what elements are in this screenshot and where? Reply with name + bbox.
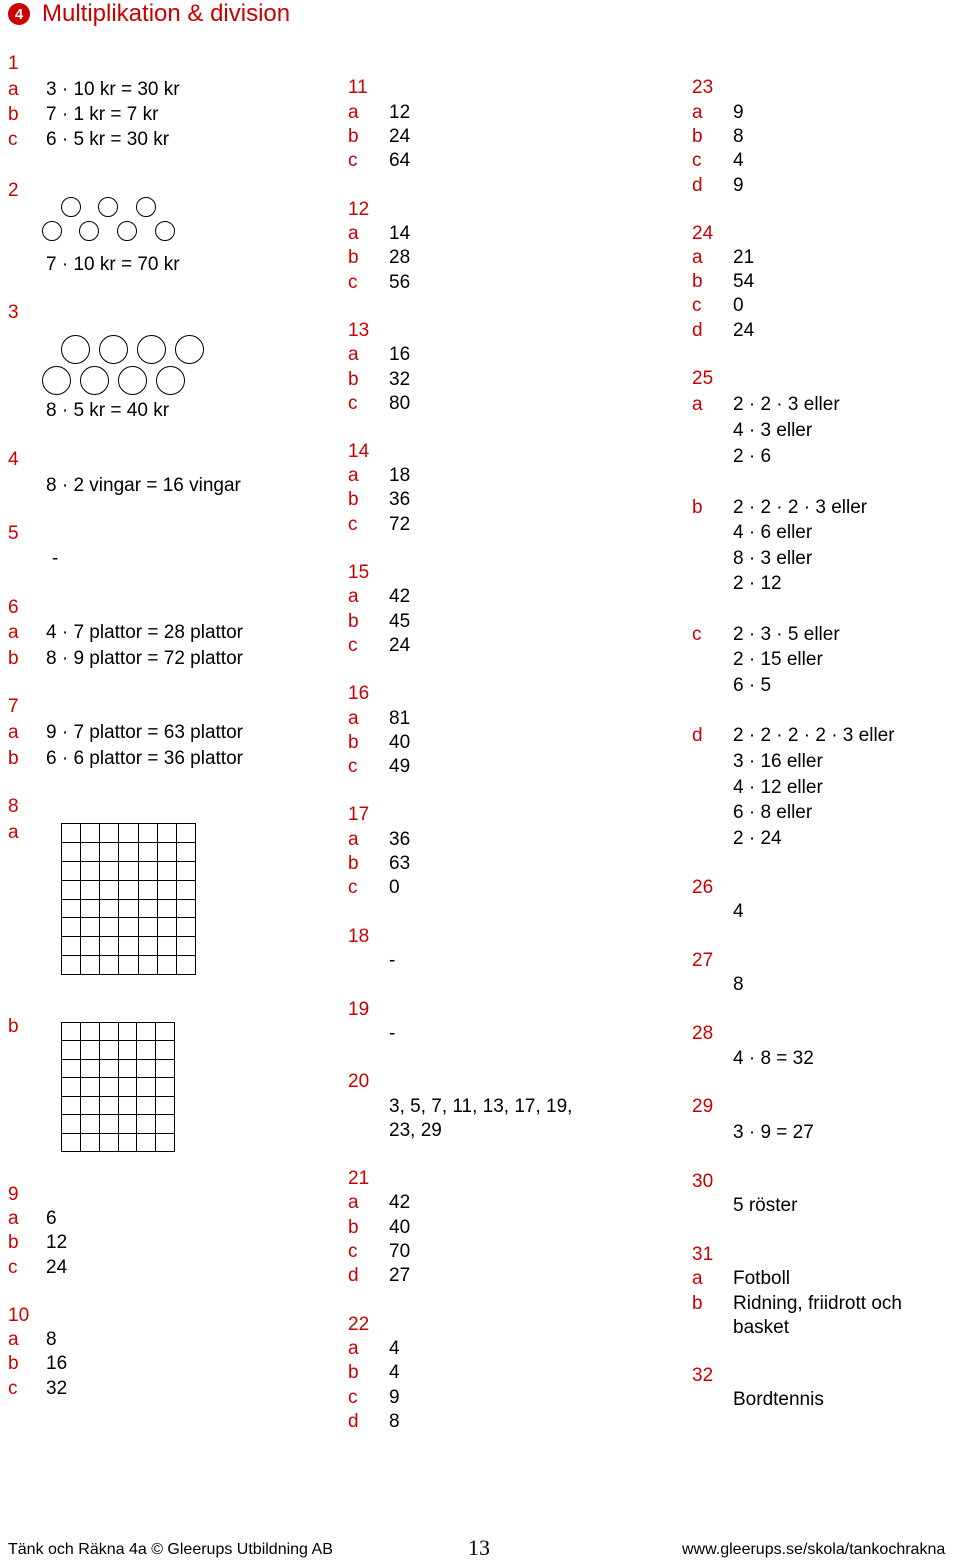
subtask-letter: b: [692, 497, 703, 518]
subtask-letter: d: [692, 175, 703, 196]
tile-cell: [81, 1134, 100, 1152]
tile-cell: [100, 862, 119, 881]
tile-cell: [119, 843, 138, 862]
answer-text: 32: [389, 369, 411, 390]
tile-cell: [139, 918, 158, 937]
answer-text: 40: [389, 1217, 411, 1238]
subtask-letter: b: [8, 648, 19, 669]
tile-grid-b: [61, 1022, 175, 1152]
footer-link[interactable]: www.gleerups.se/skola/tankochrakna: [682, 1541, 946, 1558]
tile-cell: [100, 881, 119, 900]
task-number: 16: [348, 683, 370, 704]
subtask-letter: c: [348, 1387, 358, 1408]
tile-cell: [139, 900, 158, 919]
tile-cell: [100, 937, 119, 956]
answer-text: 42: [389, 586, 411, 607]
tile-cell: [158, 956, 177, 975]
subtask-letter: b: [348, 247, 359, 268]
answer-text: 42: [389, 1192, 411, 1213]
tile-cell: [81, 956, 100, 975]
task-number: 30: [692, 1171, 714, 1192]
answer-text: 63: [389, 853, 411, 874]
tile-cell: [100, 956, 119, 975]
tile-cell: [119, 1041, 138, 1059]
subtask-letter: c: [692, 624, 702, 645]
task-number: 19: [348, 999, 370, 1020]
tile-cell: [139, 956, 158, 975]
answer-text: 14: [389, 223, 411, 244]
task-number: 13: [348, 320, 370, 341]
tile-cell: [158, 862, 177, 881]
answer-text: 54: [733, 271, 755, 292]
task-number: 8: [8, 796, 19, 817]
subtask-letter: a: [692, 394, 703, 415]
subtask-letter: a: [692, 1268, 703, 1289]
answer-text: 4: [733, 150, 744, 171]
tile-cell: [158, 900, 177, 919]
answer-text: 4: [733, 901, 744, 922]
subtask-letter: b: [348, 1362, 359, 1383]
tile-grid-a: [61, 823, 196, 975]
task-number: 3: [8, 302, 19, 323]
answer-text: 4: [389, 1362, 400, 1383]
task-number: 18: [348, 926, 370, 947]
subtask-letter: c: [348, 635, 358, 656]
tile-cell: [119, 900, 138, 919]
tile-cell: [119, 862, 138, 881]
answer-text: 7 · 10 kr = 70 kr: [46, 254, 180, 275]
answer-text: 3 · 9 = 27: [733, 1122, 814, 1143]
answer-text: -: [389, 950, 396, 971]
coin-circle: [175, 335, 204, 364]
task-number: 5: [8, 523, 19, 544]
task-number: 21: [348, 1168, 370, 1189]
tile-cell: [81, 1041, 100, 1059]
tile-cell: [100, 1115, 119, 1133]
tile-cell: [158, 937, 177, 956]
subtask-letter: a: [692, 102, 703, 123]
subtask-letter: a: [348, 1192, 359, 1213]
task-number: 4: [8, 449, 19, 470]
tile-cell: [137, 1023, 156, 1041]
tile-cell: [119, 956, 138, 975]
tile-cell: [62, 956, 81, 975]
tile-cell: [81, 1060, 100, 1078]
tile-cell: [137, 1134, 156, 1152]
subtask-letter: c: [348, 514, 358, 535]
subtask-letter: b: [348, 853, 359, 874]
answer-text: Ridning, friidrott och: [733, 1293, 902, 1314]
tile-cell: [62, 1041, 81, 1059]
tile-cell: [177, 937, 196, 956]
subtask-letter: c: [348, 272, 358, 293]
tile-cell: [158, 881, 177, 900]
answer-text: 8 · 2 vingar = 16 vingar: [46, 475, 241, 496]
tile-cell: [137, 1115, 156, 1133]
subtask-letter: c: [8, 1257, 18, 1278]
page-header: [8, 0, 290, 28]
tile-cell: [158, 824, 177, 843]
task-number: 12: [348, 199, 370, 220]
tile-cell: [62, 1134, 81, 1152]
subtask-letter: c: [348, 877, 358, 898]
subtask-letter: d: [348, 1265, 359, 1286]
subtask-letter: a: [348, 1338, 359, 1359]
task-number: 23: [692, 77, 714, 98]
task-number: 24: [692, 223, 714, 244]
tile-cell: [156, 1041, 175, 1059]
page-number: 13: [468, 1535, 490, 1560]
tile-cell: [100, 1097, 119, 1115]
answer-text: 0: [389, 877, 400, 898]
subtask-letter: b: [348, 611, 359, 632]
answer-text: 28: [389, 247, 411, 268]
subtask-letter: b: [8, 1232, 19, 1253]
answer-text: 3 · 16 eller: [733, 751, 823, 772]
tile-cell: [81, 1115, 100, 1133]
task-number: 26: [692, 877, 714, 898]
subtask-letter: b: [692, 1293, 703, 1314]
answer-text: 24: [389, 126, 411, 147]
subtask-letter: a: [348, 829, 359, 850]
answer-text: 16: [46, 1353, 68, 1374]
coin-circle: [137, 335, 166, 364]
answer-text: 2 · 2 · 3 eller: [733, 394, 840, 415]
answer-text: 4 · 7 plattor = 28 plattor: [46, 622, 243, 643]
answer-text: 4: [389, 1338, 400, 1359]
tile-cell: [100, 900, 119, 919]
tile-cell: [119, 937, 138, 956]
answer-text: 21: [733, 247, 755, 268]
tile-cell: [100, 918, 119, 937]
subtask-letter: b: [8, 104, 19, 125]
answer-text: 2 · 6: [733, 446, 772, 467]
tile-cell: [62, 824, 81, 843]
tile-cell: [139, 937, 158, 956]
answer-text: 2 · 24: [733, 828, 782, 849]
tile-cell: [62, 1060, 81, 1078]
subtask-letter: b: [692, 271, 703, 292]
answer-text: 24: [733, 320, 755, 341]
tile-cell: [137, 1060, 156, 1078]
tile-cell: [156, 1134, 175, 1152]
subtask-letter: a: [8, 622, 19, 643]
answer-text: 8: [733, 974, 744, 995]
subtask-letter: c: [348, 393, 358, 414]
subtask-letter: a: [8, 79, 19, 100]
page-title: Multiplikation & division: [42, 0, 291, 27]
task-number: 25: [692, 368, 714, 389]
subtask-letter: c: [348, 756, 358, 777]
answer-text: 45: [389, 611, 411, 632]
answer-text: 8: [46, 1329, 57, 1350]
tile-cell: [139, 881, 158, 900]
answer-text: 6: [46, 1208, 57, 1229]
task-number: 29: [692, 1096, 714, 1117]
tile-cell: [100, 1060, 119, 1078]
answer-text: basket: [733, 1317, 789, 1338]
coin-circle: [61, 197, 81, 217]
subtask-letter: c: [692, 150, 702, 171]
tile-cell: [81, 862, 100, 881]
task-number: 9: [8, 1184, 19, 1205]
tile-cell: [100, 843, 119, 862]
subtask-letter: a: [348, 465, 359, 486]
tile-cell: [62, 862, 81, 881]
subtask-letter: c: [8, 1378, 18, 1399]
answer-text: Fotboll: [733, 1268, 791, 1289]
subtask-letter: b: [348, 732, 359, 753]
tile-cell: [62, 843, 81, 862]
coin-circle: [79, 221, 99, 241]
coin-circle: [61, 335, 90, 364]
coin-circle: [117, 221, 137, 241]
answer-text: Bordtennis: [733, 1389, 824, 1410]
answer-text: 2 · 15 eller: [733, 649, 823, 670]
answer-text: 56: [389, 272, 411, 293]
tile-cell: [158, 843, 177, 862]
tile-cell: [137, 1097, 156, 1115]
subtask-letter: a: [8, 1329, 19, 1350]
tile-cell: [100, 824, 119, 843]
subtask-letter: a: [348, 344, 359, 365]
tile-cell: [177, 881, 196, 900]
tile-cell: [62, 1023, 81, 1041]
subtask-letter: b: [348, 1217, 359, 1238]
subtask-letter: c: [8, 129, 18, 150]
coin-circle: [42, 221, 62, 241]
answer-text: 6 · 5: [733, 675, 772, 696]
tile-cell: [177, 843, 196, 862]
subtask-letter: a: [8, 822, 19, 843]
tile-cell: [81, 937, 100, 956]
coin-circle: [155, 221, 175, 241]
answer-text: 16: [389, 344, 411, 365]
tile-cell: [62, 881, 81, 900]
coin-circle: [98, 197, 118, 217]
task-number: 10: [8, 1305, 30, 1326]
answer-text: 36: [389, 829, 411, 850]
tile-cell: [177, 862, 196, 881]
tile-cell: [100, 1134, 119, 1152]
tile-cell: [62, 1097, 81, 1115]
subtask-letter: b: [348, 126, 359, 147]
answer-text: 9: [733, 175, 744, 196]
tile-cell: [156, 1097, 175, 1115]
answer-text: 8 · 5 kr = 40 kr: [46, 400, 170, 421]
answer-text: 2 · 3 · 5 eller: [733, 624, 840, 645]
answer-text: 80: [389, 393, 411, 414]
answer-text: 23, 29: [389, 1120, 442, 1141]
tile-cell: [156, 1060, 175, 1078]
answer-text: 8: [389, 1411, 400, 1432]
answer-text: 8: [733, 126, 744, 147]
answer-text: 81: [389, 708, 411, 729]
tile-cell: [62, 1115, 81, 1133]
task-number: 6: [8, 597, 19, 618]
task-number: 27: [692, 950, 714, 971]
tile-cell: [119, 1097, 138, 1115]
subtask-letter: b: [8, 1016, 19, 1037]
tile-cell: [81, 1078, 100, 1096]
task-number: 1: [8, 53, 19, 74]
subtask-letter: c: [348, 150, 358, 171]
subtask-letter: a: [348, 586, 359, 607]
tile-cell: [177, 900, 196, 919]
tile-cell: [81, 881, 100, 900]
answer-text: 18: [389, 465, 411, 486]
answer-text: 40: [389, 732, 411, 753]
task-number: 14: [348, 441, 370, 462]
answer-text: 9 · 7 plattor = 63 plattor: [46, 722, 243, 743]
answer-text: 6 · 6 plattor = 36 plattor: [46, 748, 243, 769]
answer-text: 6 · 5 kr = 30 kr: [46, 129, 170, 150]
tile-cell: [81, 918, 100, 937]
tile-cell: [119, 1023, 138, 1041]
answer-text: 4 · 6 eller: [733, 522, 813, 543]
tile-cell: [81, 1023, 100, 1041]
answer-text: 12: [46, 1232, 68, 1253]
task-number: 15: [348, 562, 370, 583]
task-number: 28: [692, 1023, 714, 1044]
subtask-letter: a: [8, 1208, 19, 1229]
coin-circle: [42, 366, 71, 395]
answer-text: 70: [389, 1241, 411, 1262]
tile-cell: [100, 1023, 119, 1041]
subtask-letter: a: [348, 223, 359, 244]
task-number: 2: [8, 180, 19, 201]
answer-text: 2 · 12: [733, 573, 782, 594]
tile-cell: [139, 862, 158, 881]
subtask-letter: b: [8, 1353, 19, 1374]
answer-text: 24: [389, 635, 411, 656]
tile-cell: [119, 1134, 138, 1152]
tile-cell: [137, 1041, 156, 1059]
task-number: 20: [348, 1071, 370, 1092]
tile-cell: [62, 1078, 81, 1096]
answer-text: 2 · 2 · 2 · 2 · 3 eller: [733, 725, 895, 746]
tile-cell: [119, 1078, 138, 1096]
answer-text: 27: [389, 1265, 411, 1286]
answer-text: 4 · 12 eller: [733, 777, 823, 798]
tile-cell: [177, 918, 196, 937]
subtask-letter: a: [348, 708, 359, 729]
tile-cell: [81, 824, 100, 843]
answer-text: 49: [389, 756, 411, 777]
task-number: 11: [348, 77, 368, 98]
subtask-letter: a: [348, 102, 359, 123]
answer-text: 6 · 8 eller: [733, 802, 813, 823]
subtask-letter: d: [692, 725, 703, 746]
answer-text: 36: [389, 489, 411, 510]
tile-cell: [81, 1097, 100, 1115]
answer-text: 24: [46, 1257, 68, 1278]
tile-cell: [177, 956, 196, 975]
task-number: 17: [348, 804, 370, 825]
answer-text: 7 · 1 kr = 7 kr: [46, 104, 159, 125]
answer-text: 8 · 9 plattor = 72 plattor: [46, 648, 243, 669]
answer-text: 12: [389, 102, 411, 123]
subtask-letter: a: [692, 247, 703, 268]
tile-cell: [62, 900, 81, 919]
subtask-letter: b: [348, 489, 359, 510]
task-number: 22: [348, 1314, 370, 1335]
coin-circle: [156, 366, 185, 395]
subtask-letter: c: [692, 295, 702, 316]
task-number: 31: [692, 1244, 714, 1265]
tile-cell: [137, 1078, 156, 1096]
footer-left: Tänk och Räkna 4a © Gleerups Utbildning AB: [8, 1541, 333, 1558]
answer-text: -: [52, 548, 59, 569]
task-number: 32: [692, 1365, 714, 1386]
coin-circle: [118, 366, 147, 395]
tile-cell: [119, 1115, 138, 1133]
answer-text: 0: [733, 295, 744, 316]
tile-cell: [139, 843, 158, 862]
tile-cell: [62, 937, 81, 956]
tile-cell: [119, 1060, 138, 1078]
tile-cell: [100, 1078, 119, 1096]
tile-cell: [119, 918, 138, 937]
subtask-letter: c: [348, 1241, 358, 1262]
tile-cell: [119, 881, 138, 900]
answer-text: 4 · 3 eller: [733, 420, 813, 441]
coin-circle: [80, 366, 109, 395]
tile-cell: [62, 918, 81, 937]
subtask-letter: d: [348, 1411, 359, 1432]
task-number: 7: [8, 696, 19, 717]
tile-cell: [139, 824, 158, 843]
subtask-letter: b: [348, 369, 359, 390]
subtask-letter: a: [8, 722, 19, 743]
answer-text: 9: [389, 1387, 400, 1408]
answer-text: 72: [389, 514, 411, 535]
answer-text: 32: [46, 1378, 68, 1399]
answer-text: 2 · 2 · 2 · 3 eller: [733, 497, 868, 518]
answer-text: 64: [389, 150, 411, 171]
tile-cell: [156, 1023, 175, 1041]
answer-text: 5 röster: [733, 1195, 798, 1216]
answer-text: -: [389, 1023, 396, 1044]
subtask-letter: b: [692, 126, 703, 147]
answer-text: 3, 5, 7, 11, 13, 17, 19,: [389, 1096, 573, 1117]
answer-text: 3 · 10 kr = 30 kr: [46, 79, 180, 100]
answer-text: 9: [733, 102, 744, 123]
tile-cell: [100, 1041, 119, 1059]
tile-cell: [177, 824, 196, 843]
answer-text: 8 · 3 eller: [733, 548, 813, 569]
tile-cell: [156, 1115, 175, 1133]
tile-cell: [81, 900, 100, 919]
subtask-letter: b: [8, 748, 19, 769]
subtask-letter: d: [692, 320, 703, 341]
coin-circle: [136, 197, 156, 217]
tile-cell: [81, 843, 100, 862]
tile-cell: [156, 1078, 175, 1096]
tile-cell: [158, 918, 177, 937]
answer-text: 4 · 8 = 32: [733, 1048, 814, 1069]
coin-circle: [99, 335, 128, 364]
section-number-badge: 4: [8, 3, 30, 25]
tile-cell: [119, 824, 138, 843]
